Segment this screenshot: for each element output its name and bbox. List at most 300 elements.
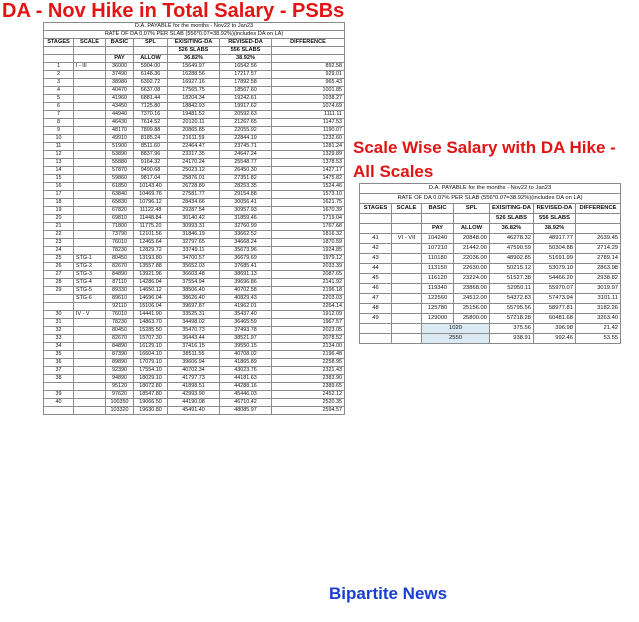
- table-row: [44, 87, 345, 95]
- table-cell: 21611.59: [168, 135, 220, 143]
- table-cell: 1074.69: [272, 103, 345, 111]
- table-cell: 34: [44, 343, 74, 351]
- left-hdr-difference: DIFFERENCE: [272, 39, 345, 47]
- table-cell: 1670.39: [272, 207, 345, 215]
- table-cell: [74, 231, 106, 239]
- table-row: [44, 95, 345, 103]
- table-cell: 9490.68: [134, 167, 168, 175]
- table-cell: [74, 391, 106, 399]
- table-cell: 23745.71: [220, 143, 272, 151]
- table-cell: 6392.72: [134, 79, 168, 87]
- table-cell: 57473.94: [534, 294, 576, 304]
- table-row: [44, 191, 345, 199]
- table-cell: 100350: [106, 399, 134, 407]
- table-cell: 97620: [106, 391, 134, 399]
- table-cell: 12101.56: [134, 231, 168, 239]
- table-cell: 54372.83: [490, 294, 534, 304]
- table-cell: 16288.56: [168, 71, 220, 79]
- table-cell: 1378.53: [272, 159, 345, 167]
- table-cell: 1475.82: [272, 175, 345, 183]
- table-cell: 27: [44, 271, 74, 279]
- right-da-table: [359, 183, 621, 344]
- table-cell: 15285.50: [134, 327, 168, 335]
- table-cell: [74, 119, 106, 127]
- table-cell: 4: [44, 87, 74, 95]
- table-cell: 2639.45: [576, 234, 621, 244]
- table-row: [44, 175, 345, 183]
- table-cell: 10: [44, 135, 74, 143]
- table-cell: 27351.82: [220, 175, 272, 183]
- table-cell: 2789.14: [576, 254, 621, 264]
- table-cell: 2258.95: [272, 359, 345, 367]
- table-cell: [392, 264, 422, 274]
- table-cell: 5904.00: [134, 63, 168, 71]
- right-hdr-scale: SCALE: [392, 204, 422, 214]
- table-cell: [74, 79, 106, 87]
- total-cell: 992.46: [534, 334, 576, 344]
- table-cell: 22: [44, 231, 74, 239]
- table-cell: 46278.32: [490, 234, 534, 244]
- table-cell: [74, 399, 106, 407]
- table-cell: 20865.85: [168, 127, 220, 135]
- table-cell: 82670: [106, 335, 134, 343]
- table-cell: 1281.24: [272, 143, 345, 151]
- table-cell: 37685.41: [220, 263, 272, 271]
- table-cell: 76010: [106, 239, 134, 247]
- table-cell: 17565.75: [168, 87, 220, 95]
- table-cell: 47: [360, 294, 392, 304]
- table-row: [44, 319, 345, 327]
- table-cell: 1621.75: [272, 199, 345, 207]
- table-row: [360, 314, 621, 324]
- table-cell: 51900: [106, 143, 134, 151]
- left-caption: D.A. PAYABLE for the months - Nov22 to Jan23: [44, 23, 345, 31]
- table-cell: [74, 375, 106, 383]
- table-row: [44, 391, 345, 399]
- table-cell: 80450: [106, 327, 134, 335]
- table-cell: 16542.56: [220, 63, 272, 71]
- table-cell: 50304.88: [534, 244, 576, 254]
- table-cell: 55795.56: [490, 304, 534, 314]
- table-cell: 20848.00: [454, 234, 490, 244]
- table-cell: 41962.01: [220, 303, 272, 311]
- table-cell: 17892.58: [220, 79, 272, 87]
- table-cell: 2196.48: [272, 351, 345, 359]
- right-hdr-pay: PAY: [422, 224, 454, 234]
- left-hdr-scale: SCALE: [74, 39, 106, 47]
- left-rate: RATE OF DA 0.07% PER SLAB (556*0.07=38.92%)(includes DA on LA): [44, 31, 345, 39]
- right-hdr-difference: DIFFERENCE: [576, 204, 621, 214]
- table-cell: 73790: [106, 231, 134, 239]
- table-cell: 6881.44: [134, 95, 168, 103]
- table-cell: [392, 254, 422, 264]
- table-cell: 55970.07: [534, 284, 576, 294]
- table-cell: 9817.04: [134, 175, 168, 183]
- table-cell: 15106.04: [134, 303, 168, 311]
- table-cell: 16604.10: [134, 351, 168, 359]
- table-cell: 119340: [422, 284, 454, 294]
- table-cell: 1232.60: [272, 135, 345, 143]
- table-cell: 36443.44: [168, 335, 220, 343]
- table-cell: 7614.52: [134, 119, 168, 127]
- table-cell: 26: [44, 263, 74, 271]
- table-row: [44, 135, 345, 143]
- right-hdr-revised-slabs: 556 SLABS: [534, 214, 576, 224]
- table-cell: 2134.00: [272, 343, 345, 351]
- table-cell: 7: [44, 111, 74, 119]
- table-row: [44, 199, 345, 207]
- table-cell: [44, 383, 74, 391]
- table-cell: 46430: [106, 119, 134, 127]
- table-cell: 44181.63: [220, 375, 272, 383]
- left-hdr-existing-slabs: 526 SLABS: [168, 47, 220, 55]
- table-cell: 18204.34: [168, 95, 220, 103]
- table-cell: 3: [44, 79, 74, 87]
- total-cell: 21.42: [576, 324, 621, 334]
- table-cell: 31: [44, 319, 74, 327]
- table-cell: 1979.12: [272, 255, 345, 263]
- table-cell: 92110: [106, 303, 134, 311]
- table-cell: 43: [360, 254, 392, 264]
- table-cell: [74, 135, 106, 143]
- table-cell: 28: [44, 279, 74, 287]
- table-cell: 24170.24: [168, 159, 220, 167]
- table-cell: 84890: [106, 271, 134, 279]
- table-row: [44, 151, 345, 159]
- table-cell: STG-1: [74, 255, 106, 263]
- table-cell: 23868.00: [454, 284, 490, 294]
- table-cell: 30: [44, 311, 74, 319]
- table-cell: 60481.68: [534, 314, 576, 324]
- table-row: [44, 263, 345, 271]
- table-cell: 39606.94: [168, 359, 220, 367]
- table-cell: [74, 223, 106, 231]
- table-cell: 18029.10: [134, 375, 168, 383]
- table-row: [360, 304, 621, 314]
- table-cell: [392, 294, 422, 304]
- table-cell: [392, 244, 422, 254]
- table-cell: [74, 319, 106, 327]
- table-cell: 129000: [422, 314, 454, 324]
- table-cell: 22055.92: [220, 127, 272, 135]
- table-row: [44, 287, 345, 295]
- table-cell: 18547.80: [134, 391, 168, 399]
- table-cell: 110180: [422, 254, 454, 264]
- table-cell: 32797.65: [168, 239, 220, 247]
- table-cell: 25800.00: [454, 314, 490, 324]
- table-cell: 40: [44, 399, 74, 407]
- total-row: [360, 324, 621, 334]
- table-cell: 65830: [106, 199, 134, 207]
- table-cell: 40702.58: [220, 287, 272, 295]
- table-cell: [44, 295, 74, 303]
- table-cell: 103320: [106, 407, 134, 415]
- table-cell: 2196.18: [272, 287, 345, 295]
- table-cell: 11448.84: [134, 215, 168, 223]
- table-row: [44, 327, 345, 335]
- table-row: [44, 215, 345, 223]
- table-cell: 2714.29: [576, 244, 621, 254]
- table-row: [44, 239, 345, 247]
- table-cell: 58977.81: [534, 304, 576, 314]
- table-cell: 24: [44, 247, 74, 255]
- table-row: [44, 279, 345, 287]
- total-basic: 2550: [422, 334, 490, 344]
- table-cell: 15707.30: [134, 335, 168, 343]
- table-cell: [74, 111, 106, 119]
- table-cell: 43450: [106, 103, 134, 111]
- table-cell: [74, 343, 106, 351]
- table-cell: 30056.41: [220, 199, 272, 207]
- table-cell: 15649.97: [168, 63, 220, 71]
- table-row: [44, 183, 345, 191]
- table-cell: [74, 215, 106, 223]
- table-row: [44, 367, 345, 375]
- left-hdr-revised-pct: 38.92%: [220, 55, 272, 63]
- table-cell: 39550.15: [220, 343, 272, 351]
- right-rate: RATE OF DA 0.07% PER SLAB (556*0.07=38.92%)(includes DA on LA): [360, 194, 621, 204]
- table-cell: 113150: [422, 264, 454, 274]
- table-cell: 38511.55: [168, 351, 220, 359]
- table-cell: 20120.11: [168, 119, 220, 127]
- table-row: [44, 231, 345, 239]
- table-cell: 8: [44, 119, 74, 127]
- table-row: [360, 264, 621, 274]
- table-cell: 33662.52: [220, 231, 272, 239]
- table-cell: 69810: [106, 215, 134, 223]
- left-hdr-revised: REVISED-DA: [220, 39, 272, 47]
- table-cell: [74, 239, 106, 247]
- table-cell: 12: [44, 151, 74, 159]
- table-cell: 34498.02: [168, 319, 220, 327]
- table-cell: 51691.99: [534, 254, 576, 264]
- table-cell: [74, 199, 106, 207]
- table-cell: 34700.57: [168, 255, 220, 263]
- table-cell: 116120: [422, 274, 454, 284]
- table-cell: 13921.96: [134, 271, 168, 279]
- table-cell: 1573.10: [272, 191, 345, 199]
- left-hdr-existing: EXISITING-DA: [168, 39, 220, 47]
- table-cell: 49: [360, 314, 392, 324]
- table-cell: 59860: [106, 175, 134, 183]
- table-cell: 36603.48: [168, 271, 220, 279]
- table-cell: [74, 207, 106, 215]
- table-cell: 41960: [106, 95, 134, 103]
- table-cell: 1: [44, 63, 74, 71]
- table-cell: [392, 304, 422, 314]
- table-row: [44, 223, 345, 231]
- table-cell: 71800: [106, 223, 134, 231]
- right-hdr-existing-pct: 36.82%: [490, 224, 534, 234]
- table-cell: 38626.40: [168, 295, 220, 303]
- table-cell: 44288.16: [220, 383, 272, 391]
- total-cell: 396.98: [534, 324, 576, 334]
- table-cell: 18072.80: [134, 383, 168, 391]
- table-cell: 43023.76: [220, 367, 272, 375]
- table-cell: 17079.10: [134, 359, 168, 367]
- left-hdr-spl: SPL: [134, 39, 168, 47]
- table-cell: [74, 127, 106, 135]
- table-cell: 11122.48: [134, 207, 168, 215]
- table-cell: 19481.52: [168, 111, 220, 119]
- table-cell: 19917.62: [220, 103, 272, 111]
- table-cell: 40470: [106, 87, 134, 95]
- table-row: [44, 247, 345, 255]
- table-row: [44, 311, 345, 319]
- table-cell: 11: [44, 143, 74, 151]
- right-hdr-existing: EXISITING-DA: [490, 204, 534, 214]
- table-cell: 33749.11: [168, 247, 220, 255]
- table-cell: 54466.20: [534, 274, 576, 284]
- table-cell: 45446.03: [220, 391, 272, 399]
- table-cell: 29287.54: [168, 207, 220, 215]
- table-cell: 1967.57: [272, 319, 345, 327]
- table-cell: 2594.57: [272, 407, 345, 415]
- table-row: [44, 335, 345, 343]
- table-cell: 40702.34: [168, 367, 220, 375]
- table-cell: VI - VII: [392, 234, 422, 244]
- total-cell: 53.55: [576, 334, 621, 344]
- table-row: [44, 271, 345, 279]
- table-cell: [74, 71, 106, 79]
- table-cell: [74, 327, 106, 335]
- table-cell: 17217.57: [220, 71, 272, 79]
- left-hdr-existing-pct: 36.82%: [168, 55, 220, 63]
- table-cell: 41797.73: [168, 375, 220, 383]
- table-row: [44, 63, 345, 71]
- table-cell: 12829.72: [134, 247, 168, 255]
- table-cell: 40829.43: [220, 295, 272, 303]
- table-cell: [74, 151, 106, 159]
- table-row: [44, 351, 345, 359]
- table-cell: 19: [44, 207, 74, 215]
- table-cell: 37416.15: [168, 343, 220, 351]
- table-row: [44, 127, 345, 135]
- table-cell: 44: [360, 264, 392, 274]
- table-cell: 87110: [106, 279, 134, 287]
- table-cell: 1524.46: [272, 183, 345, 191]
- table-cell: 965.43: [272, 79, 345, 87]
- table-cell: 53079.10: [534, 264, 576, 274]
- table-cell: 89330: [106, 287, 134, 295]
- table-cell: STG-3: [74, 271, 106, 279]
- table-cell: [74, 383, 106, 391]
- table-cell: 87390: [106, 351, 134, 359]
- table-cell: [74, 143, 106, 151]
- left-hdr-revised-slabs: 556 SLABS: [220, 47, 272, 55]
- table-cell: 14286.04: [134, 279, 168, 287]
- table-cell: 32760.99: [220, 223, 272, 231]
- table-cell: 42993.90: [168, 391, 220, 399]
- table-row: [44, 303, 345, 311]
- table-cell: 36000: [106, 63, 134, 71]
- table-cell: 30957.93: [220, 207, 272, 215]
- table-cell: 32: [44, 327, 74, 335]
- table-row: [44, 71, 345, 79]
- table-cell: 8837.96: [134, 151, 168, 159]
- table-cell: 35: [44, 351, 74, 359]
- brand-name: Bipartite News: [329, 584, 448, 603]
- total-cell: 938.91: [490, 334, 534, 344]
- table-cell: [74, 359, 106, 367]
- table-cell: [44, 303, 74, 311]
- table-cell: 84890: [106, 343, 134, 351]
- left-da-table: [43, 22, 345, 415]
- table-cell: 8185.24: [134, 135, 168, 143]
- table-row: [44, 295, 345, 303]
- table-cell: 82670: [106, 263, 134, 271]
- total-cell: 375.56: [490, 324, 534, 334]
- table-cell: 46: [360, 284, 392, 294]
- side-title: Scale Wise Salary with DA Hike - All Scales: [353, 138, 616, 181]
- right-caption: D.A. PAYABLE for the months - Nov22 to Jan23: [360, 184, 621, 194]
- table-cell: 37554.94: [168, 279, 220, 287]
- table-row: [360, 234, 621, 244]
- table-cell: 57870: [106, 167, 134, 175]
- table-cell: 21442.00: [454, 244, 490, 254]
- table-cell: 40708.02: [220, 351, 272, 359]
- table-cell: 48085.97: [220, 407, 272, 415]
- left-hdr-allow: ALLOW: [134, 55, 168, 63]
- table-cell: 2087.65: [272, 271, 345, 279]
- table-cell: [74, 367, 106, 375]
- table-cell: 2141.92: [272, 279, 345, 287]
- right-hdr-stages: STAGES: [360, 204, 392, 214]
- table-cell: 3019.97: [576, 284, 621, 294]
- table-row: [44, 79, 345, 87]
- table-cell: 48170: [106, 127, 134, 135]
- table-row: [44, 383, 345, 391]
- table-cell: [74, 407, 106, 415]
- table-cell: 23: [44, 239, 74, 247]
- table-cell: 95120: [106, 383, 134, 391]
- table-cell: 14696.04: [134, 295, 168, 303]
- table-cell: 44940: [106, 111, 134, 119]
- table-cell: 892.58: [272, 63, 345, 71]
- table-cell: 10143.40: [134, 183, 168, 191]
- table-cell: 3182.26: [576, 304, 621, 314]
- table-row: [44, 167, 345, 175]
- table-row: [44, 143, 345, 151]
- table-cell: STG-2: [74, 263, 106, 271]
- table-cell: 48917.77: [534, 234, 576, 244]
- table-cell: 48902.85: [490, 254, 534, 264]
- table-cell: 19242.61: [220, 95, 272, 103]
- table-cell: [74, 183, 106, 191]
- table-cell: 2033.39: [272, 263, 345, 271]
- table-cell: 27581.77: [168, 191, 220, 199]
- table-cell: 57218.28: [490, 314, 534, 324]
- table-cell: 17: [44, 191, 74, 199]
- table-row: [360, 244, 621, 254]
- table-cell: 37493.78: [220, 327, 272, 335]
- table-row: [44, 343, 345, 351]
- table-cell: 16: [44, 183, 74, 191]
- table-cell: 13: [44, 159, 74, 167]
- right-hdr-existing-slabs: 526 SLABS: [490, 214, 534, 224]
- table-cell: 21: [44, 223, 74, 231]
- table-cell: 2938.82: [576, 274, 621, 284]
- table-cell: 1719.04: [272, 215, 345, 223]
- table-cell: 9164.32: [134, 159, 168, 167]
- table-row: [360, 254, 621, 264]
- table-cell: 49910: [106, 135, 134, 143]
- table-cell: [74, 351, 106, 359]
- table-cell: 20592.63: [220, 111, 272, 119]
- table-cell: 80450: [106, 255, 134, 263]
- left-hdr-stages: STAGES: [44, 39, 74, 47]
- table-cell: 1111.11: [272, 111, 345, 119]
